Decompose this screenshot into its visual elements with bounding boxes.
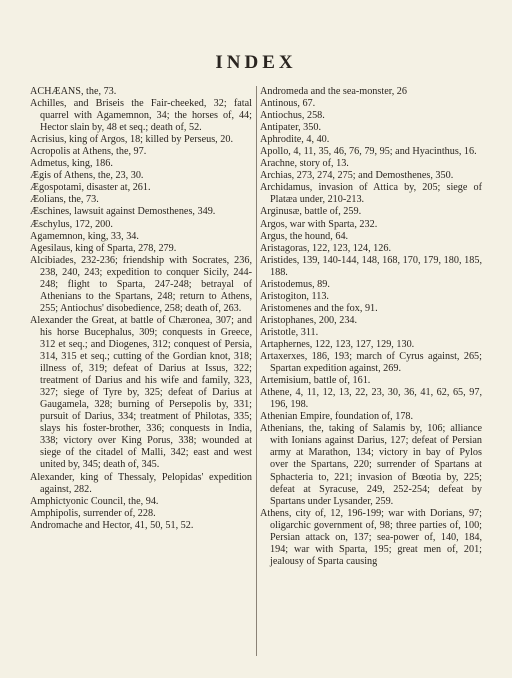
index-entry: ACHÆANS, the, 73. [30, 86, 117, 97]
index-entry: Aristides, 139, 140-144, 148, 168, 170, 179, 180, 185, 188. [260, 254, 482, 278]
index-entry: Apollo, 4, 11, 35, 46, 76, 79, 95; and Hyacinthus, 16. [260, 146, 477, 158]
index-entry: Argus, the hound, 64. [260, 230, 349, 242]
index-entry: Athenians, the, taking of Salamis by, 106; alliance with Ionians against Darius, 127; defeat of Persian army at Marathon, 134; victory in bay of Pylos over the Spartans, 220; surrender of Spartans at Sphacteria to, 221; invasion of Bœotia by, 225; defeat at Syracuse, 249, 252-254; defeat by Spartans under Lysander, 259. [260, 423, 482, 507]
index-entry: Artaphernes, 122, 123, 127, 129, 130. [260, 338, 415, 350]
index-entry: Alcibiades, 232-236; friendship with Socrates, 236, 238, 240, 243; expedition to conquer Sicily, 244-248; flight to Sparta, 247-248; betrayal of Athenians to the Spartans, 248; return to Athens, 255; Antiochus' disobedience, 258; death of, 263. [30, 254, 252, 314]
index-entry: Ægis of Athens, the, 23, 30. [30, 170, 144, 182]
index-entry: Aristomenes and the fox, 91. [260, 302, 378, 314]
index-entry: Artaxerxes, 186, 193; march of Cyrus against, 265; Spartan expedition against, 269. [260, 351, 482, 375]
page-title: INDEX [215, 52, 297, 73]
index-entry: Admetus, king, 186. [30, 158, 113, 170]
index-entry: Acrisius, king of Argos, 18; killed by Perseus, 20. [30, 134, 233, 146]
index-entry: Antinous, 67. [260, 98, 316, 110]
index-entry: Agesilaus, king of Sparta, 278, 279. [30, 242, 177, 254]
index-entry: Antipater, 350. [260, 122, 321, 134]
index-entry: Acropolis at Athens, the, 97. [30, 146, 147, 158]
index-entry: Æschines, lawsuit against Demosthenes, 349. [30, 206, 216, 218]
index-entry: Alexander, king of Thessaly, Pelopidas' expedition against, 282. [30, 471, 252, 495]
index-entry: Aristodemus, 89. [260, 278, 330, 290]
index-entry: Athene, 4, 11, 12, 13, 22, 23, 30, 36, 41, 62, 65, 97, 196, 198. [260, 387, 482, 411]
index-entry: Aristophanes, 200, 234. [260, 314, 358, 326]
index-entry: Æolians, the, 73. [30, 194, 99, 206]
index-entry: Archidamus, invasion of Attica by, 205; siege of Platæa under, 210-213. [260, 182, 482, 206]
index-entry: Antiochus, 258. [260, 110, 325, 122]
index-entry: Æschylus, 172, 200. [30, 218, 113, 230]
index-entry: Arachne, story of, 13. [260, 158, 349, 170]
index-column-right [260, 86, 482, 568]
index-entry: Ægospotami, disaster at, 261. [30, 182, 151, 194]
index-entry: Andromeda and the sea-monster, 26 [260, 86, 407, 97]
index-entry: Aristotle, 311. [260, 326, 319, 338]
index-entry: Aphrodite, 4, 40. [260, 134, 330, 146]
index-entry: Aristogiton, 113. [260, 290, 329, 302]
index-entry: Aristagoras, 122, 123, 124, 126. [260, 242, 392, 254]
index-entry: Andromache and Hector, 41, 50, 51, 52. [30, 519, 194, 531]
index-entry: Arginusæ, battle of, 259. [260, 206, 362, 218]
index-entry: Achilles, and Briseis the Fair-cheeked, 32; fatal quarrel with Agamemnon, 34; the horses of, 44; Hector slain by, 48 et seq.; death of, 52. [30, 98, 252, 134]
index-entry: Athenian Empire, foundation of, 178. [260, 411, 414, 423]
index-entry: Amphipolis, surrender of, 228. [30, 507, 156, 519]
index-entry: Agamemnon, king, 33, 34. [30, 230, 139, 242]
index-entry: Alexander the Great, at battle of Chæronea, 307; and his horse Bucephalus, 309; conquests in Greece, 312 et seq.; and Diogenes, 312; conquest of Persia, 314, 315 et seq.; cutting of the Gordian knot, 318; illness of, 319; defeat of Darius at Issus, 322; treatment of Darius and his wife and family, 323, 327; siege of Tyre by, 325; defeat of Darius at Gaugamela, 328; burning of Persepolis by, 331; pursuit of Darius, 334; treatment of Philotas, 335; slays his foster-brother, 336; conquests in India, 338; victory over King Porus, 338; wounded at siege of the citadel of Malli, 342; east and west united by, 345; death of, 345. [30, 314, 252, 471]
index-column-left [30, 86, 252, 532]
index-entry: Archias, 273, 274, 275; and Demosthenes, 350. [260, 170, 454, 182]
index-entry: Amphictyonic Council, the, 94. [30, 495, 159, 507]
index-entry: Athens, city of, 12, 196-199; war with Dorians, 97; oligarchic government of, 98; three parties of, 100; Persian attack on, 137; sea-power of, 140, 184, 194; war with Sparta, 195; great men of, 201; jealousy of Sparta causing [260, 507, 482, 567]
index-entry: Artemisium, battle of, 161. [260, 375, 371, 387]
index-entry: Argos, war with Sparta, 232. [260, 218, 378, 230]
column-divider [256, 86, 257, 656]
